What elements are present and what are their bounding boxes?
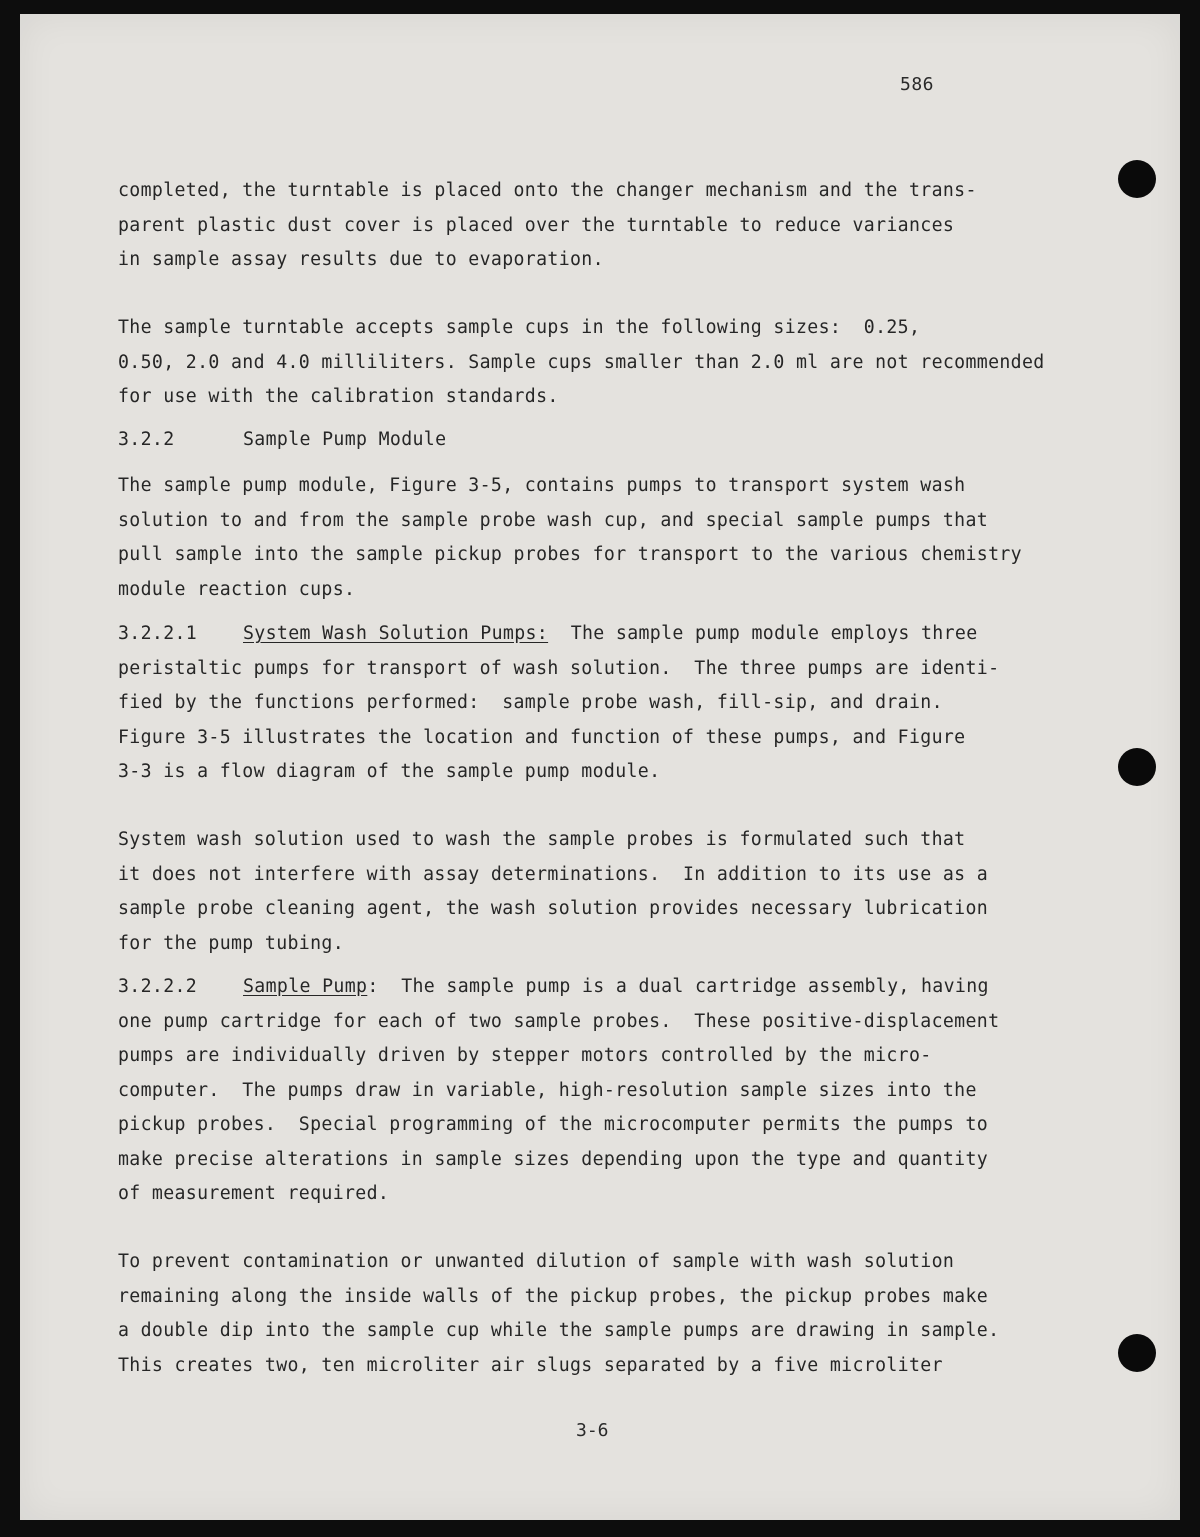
paragraph-2: The sample turntable accepts sample cups in the following sizes: 0.25, 0.50, 2.0 and 4.0 milliliters. Sample cups smaller than 2.0 ml are not recommended for use with the calibration standards. bbox=[118, 317, 1045, 407]
page-footer: 3-6 bbox=[576, 1420, 609, 1441]
paragraph-3: The sample pump module, Figure 3-5, contains pumps to transport system wash solution to and from the sample probe wash cup, and special sample pumps that pull sample into the sample pickup probes for transport to the various chemistry module reaction cups. bbox=[118, 475, 1022, 600]
paragraph-1: completed, the turntable is placed onto the changer mechanism and the trans- parent plastic dust cover is placed over the turntable to reduce variances in sample assay results due to evaporation. bbox=[118, 180, 977, 270]
page-number: 586 bbox=[900, 74, 935, 95]
binder-hole bbox=[1118, 160, 1156, 198]
section-heading-3-2-2: 3.2.2 Sample Pump Module bbox=[118, 429, 447, 450]
paragraph-5: System wash solution used to wash the sample probes is formulated such that it does not interfere with assay determinations. In addition to its use as a sample probe cleaning agent, the wash solution provides necessary lubrication for the pump tubing. bbox=[118, 829, 989, 954]
section-3-2-2-2: 3.2.2.2 Sample Pump: The sample pump is a dual cartridge assembly, having one pump cartridge for each of two sample probes. These positive-displacement pumps are individually driven by stepper motors controlled by the micro- computer. The pumps draw in variable, high-resolution sample sizes into the pickup probes. Special programming of the microcomputer permits the pumps to make precise alterations in sample sizes depending upon the type and quantity of measurement required. bbox=[118, 976, 1000, 1204]
binder-hole bbox=[1118, 1334, 1156, 1372]
binder-hole bbox=[1118, 748, 1156, 786]
document-page bbox=[20, 14, 1180, 1520]
section-3-2-2-1: 3.2.2.1 System Wash Solution Pumps: The sample pump module employs three peristaltic pumps for transport of wash solution. The three pumps are identi- fied by the functions performed: sample probe wash, fill-sip, and drain. Figure 3-5 illustrates the location and function of these pumps, and Figure 3-3 is a flow diagram of the sample pump module. bbox=[118, 623, 1000, 782]
paragraph-7: To prevent contamination or unwanted dilution of sample with wash solution remaining along the inside walls of the pickup probes, the pickup probes make a double dip into the sample cup while the sample pumps are drawing in sample. This creates two, ten microliter air slugs separated by a five microliter bbox=[118, 1251, 1000, 1376]
